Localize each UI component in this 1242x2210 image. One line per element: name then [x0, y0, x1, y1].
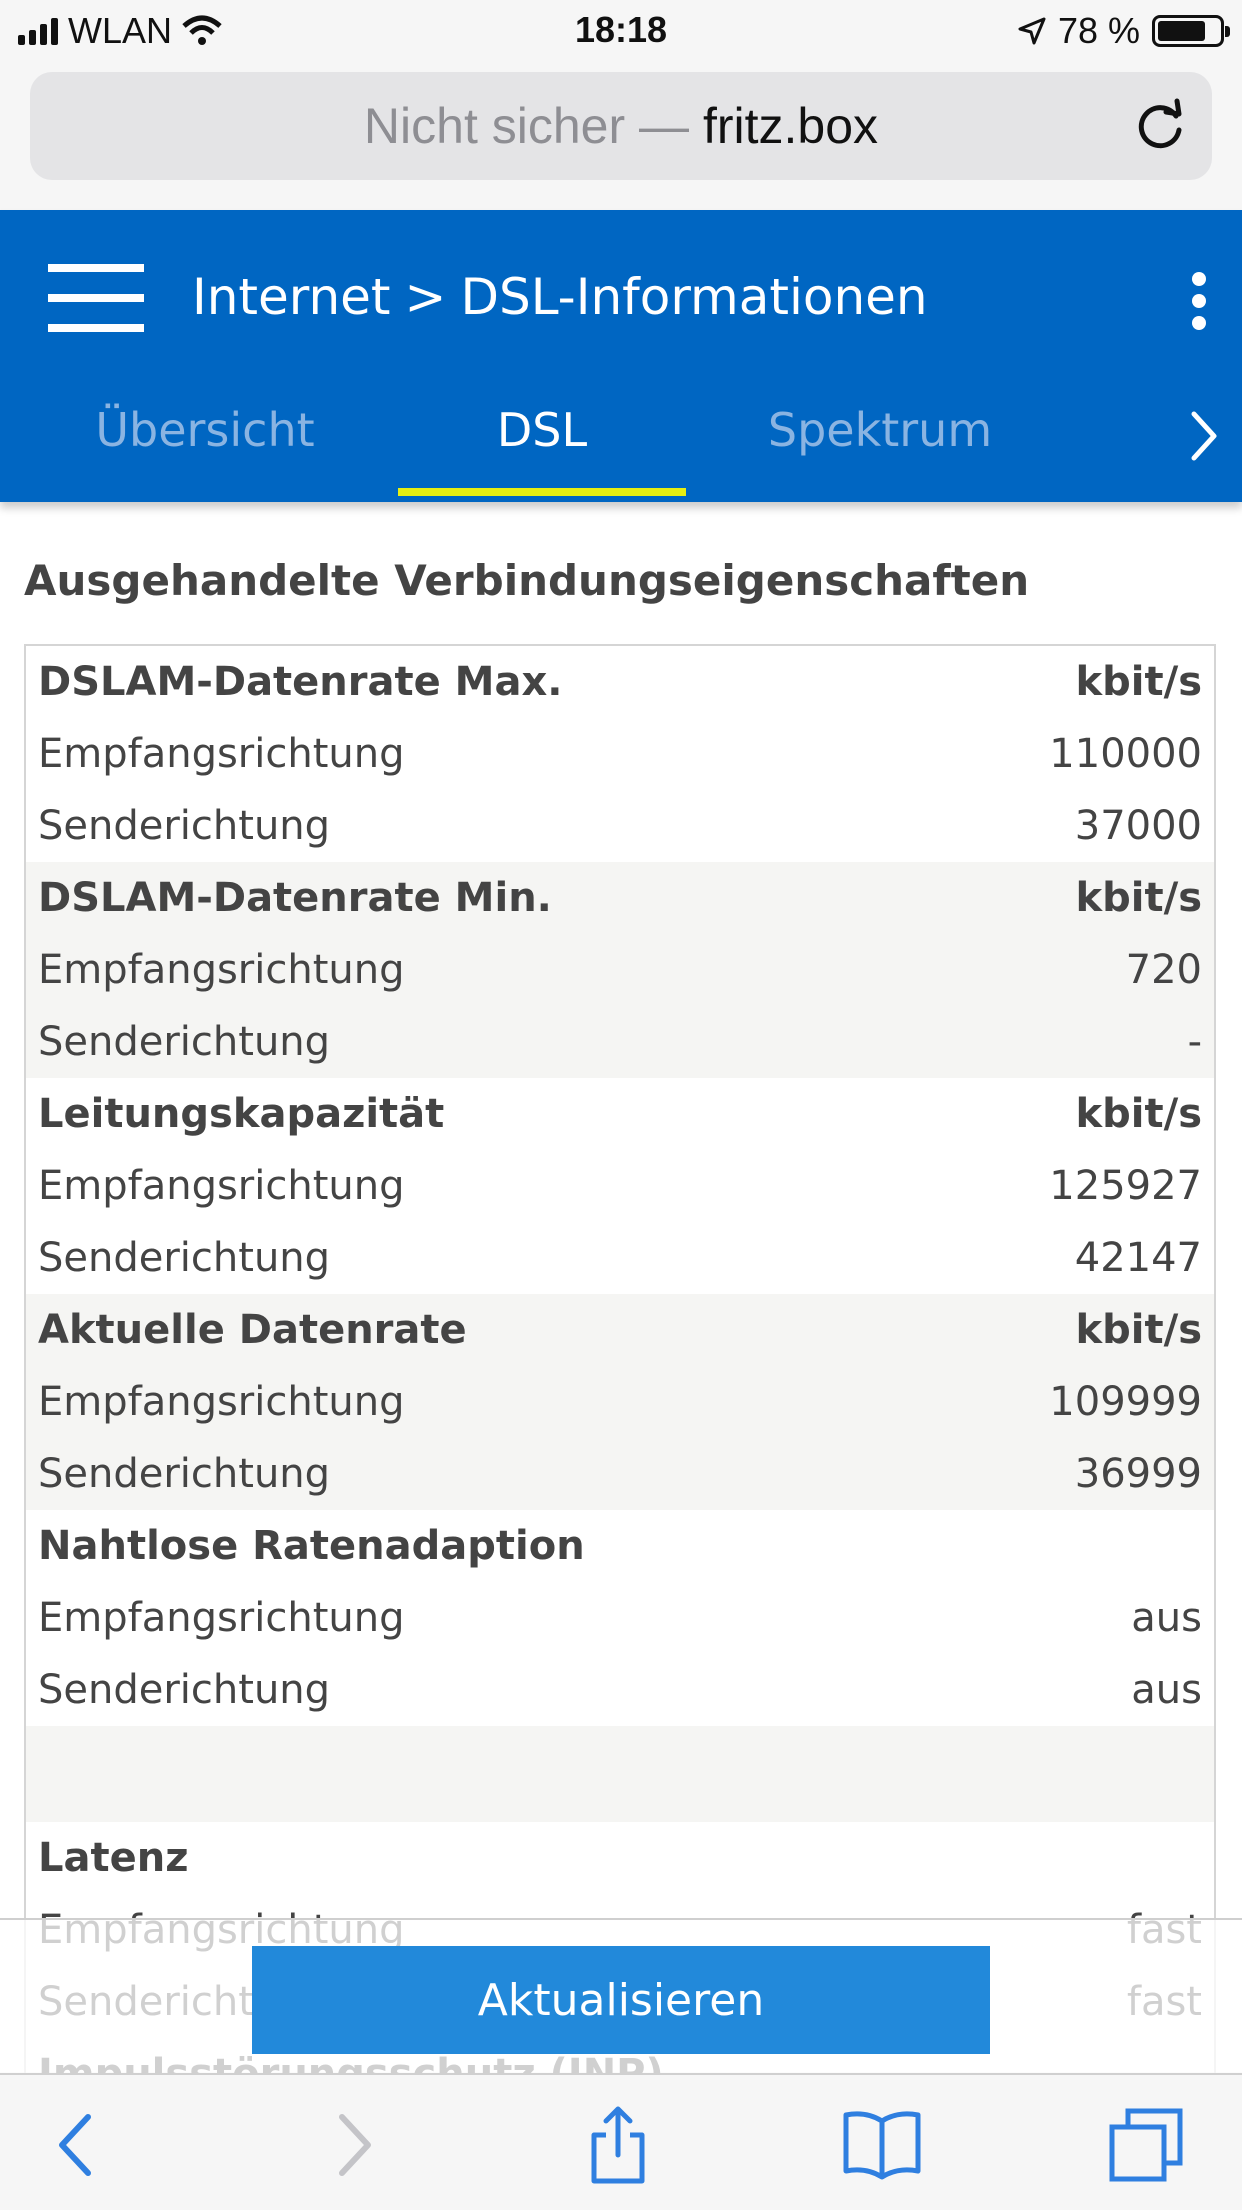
row-value: 37000 — [1074, 803, 1202, 849]
table-row — [26, 1006, 1214, 1078]
main-content — [0, 502, 1242, 2072]
group-title: Nahtlose Ratenadaption — [38, 1523, 585, 1569]
tab-dsl[interactable] — [398, 380, 686, 502]
row-label: Empfangsrichtung — [38, 1163, 405, 1209]
status-right — [1018, 10, 1224, 52]
row-label: Empfangsrichtung — [38, 947, 405, 993]
forward-icon[interactable] — [312, 2105, 392, 2185]
browser-chrome-top — [0, 62, 1242, 210]
group-title: Leitungskapazität — [38, 1091, 445, 1137]
breadcrumb-parent[interactable]: Internet — [192, 268, 391, 326]
row-value: 42147 — [1074, 1235, 1202, 1281]
tab-spektrum[interactable]: Spektrum — [767, 403, 993, 457]
table-row — [26, 934, 1214, 1006]
row-label: Empfangsrichtung — [38, 1379, 405, 1425]
address-bar[interactable] — [30, 72, 1212, 180]
tab-dsl-label: DSL — [496, 403, 588, 457]
row-value: - — [1187, 1019, 1202, 1065]
group-title: Aktuelle Datenrate — [38, 1307, 467, 1353]
row-label: Senderichtung — [38, 1235, 331, 1281]
row-value: aus — [1131, 1595, 1202, 1641]
table-row — [26, 1582, 1214, 1654]
table-group-header — [26, 1822, 1214, 1894]
row-value: 720 — [1125, 947, 1202, 993]
table-row — [26, 790, 1214, 862]
refresh-button[interactable]: Aktualisieren — [252, 1946, 990, 2054]
active-tab-indicator — [398, 488, 686, 496]
group-unit: kbit/s — [1075, 659, 1202, 705]
group-aktuelle-datenrate — [26, 1294, 1214, 1510]
row-value: aus — [1131, 1667, 1202, 1713]
row-value: 36999 — [1074, 1451, 1202, 1497]
table-row — [26, 1150, 1214, 1222]
table-group-header — [26, 1294, 1214, 1366]
table-group-header — [26, 1078, 1214, 1150]
tab-uebersicht[interactable]: Übersicht — [95, 403, 315, 457]
clock: 18:18 — [574, 9, 668, 50]
row-value: 125927 — [1049, 1163, 1202, 1209]
group-dslam-max — [26, 646, 1214, 862]
group-dslam-min — [26, 862, 1214, 1078]
table-group-header — [26, 862, 1214, 934]
battery-percent: 78 % — [1057, 10, 1140, 51]
app-header — [0, 210, 1242, 502]
group-unit: kbit/s — [1075, 1091, 1202, 1137]
breadcrumb-separator: > — [404, 268, 447, 326]
security-label: Nicht sicher — — [363, 98, 689, 154]
status-bar — [0, 0, 1242, 62]
reload-icon[interactable] — [1130, 96, 1190, 156]
group-unit: kbit/s — [1075, 875, 1202, 921]
more-options-icon[interactable] — [1188, 272, 1212, 328]
location-arrow-icon — [1018, 17, 1046, 45]
table-row — [26, 718, 1214, 790]
row-value: 109999 — [1049, 1379, 1202, 1425]
group-title: DSLAM-Datenrate Max. — [38, 659, 563, 705]
url-host: fritz.box — [703, 98, 879, 154]
group-unit: kbit/s — [1075, 1307, 1202, 1353]
breadcrumb-current: DSL-Informationen — [460, 268, 928, 326]
table-row — [26, 1438, 1214, 1510]
group-title: DSLAM-Datenrate Min. — [38, 875, 552, 921]
menu-icon[interactable] — [48, 264, 144, 336]
row-label: Empfangsrichtung — [38, 1595, 405, 1641]
action-bar — [0, 1918, 1242, 2075]
breadcrumb — [192, 268, 928, 326]
carrier-label: WLAN — [68, 10, 173, 51]
section-title: Ausgehandelte Verbindungseigenschaften — [24, 556, 1030, 605]
share-icon[interactable] — [578, 2105, 658, 2185]
table-row — [26, 1222, 1214, 1294]
table-row — [26, 1366, 1214, 1438]
table-row — [26, 1654, 1214, 1726]
row-label: Empfangsrichtung — [38, 731, 405, 777]
tab-bar — [0, 380, 1242, 502]
table-group-header — [26, 646, 1214, 718]
tabs-icon[interactable] — [1106, 2105, 1186, 2185]
group-title: Latenz — [38, 1835, 189, 1881]
battery-level — [1158, 21, 1205, 41]
group-leitungskapazitaet — [26, 1078, 1214, 1294]
row-label: Senderichtung — [38, 1019, 331, 1065]
row-label: Senderichtung — [38, 1667, 331, 1713]
table-group-header — [26, 1510, 1214, 1582]
row-label: Senderichtung — [38, 1451, 331, 1497]
group-ratenadaption — [26, 1510, 1214, 1726]
row-label: Senderichtung — [38, 803, 331, 849]
table-spacer — [26, 1726, 1214, 1822]
bookmarks-icon[interactable] — [842, 2105, 922, 2185]
browser-toolbar — [0, 2073, 1242, 2210]
battery-icon — [1152, 15, 1224, 47]
row-value: 110000 — [1049, 731, 1202, 777]
chevron-right-icon[interactable] — [1172, 400, 1232, 470]
connection-properties-table — [24, 644, 1216, 2112]
back-icon[interactable] — [38, 2105, 118, 2185]
